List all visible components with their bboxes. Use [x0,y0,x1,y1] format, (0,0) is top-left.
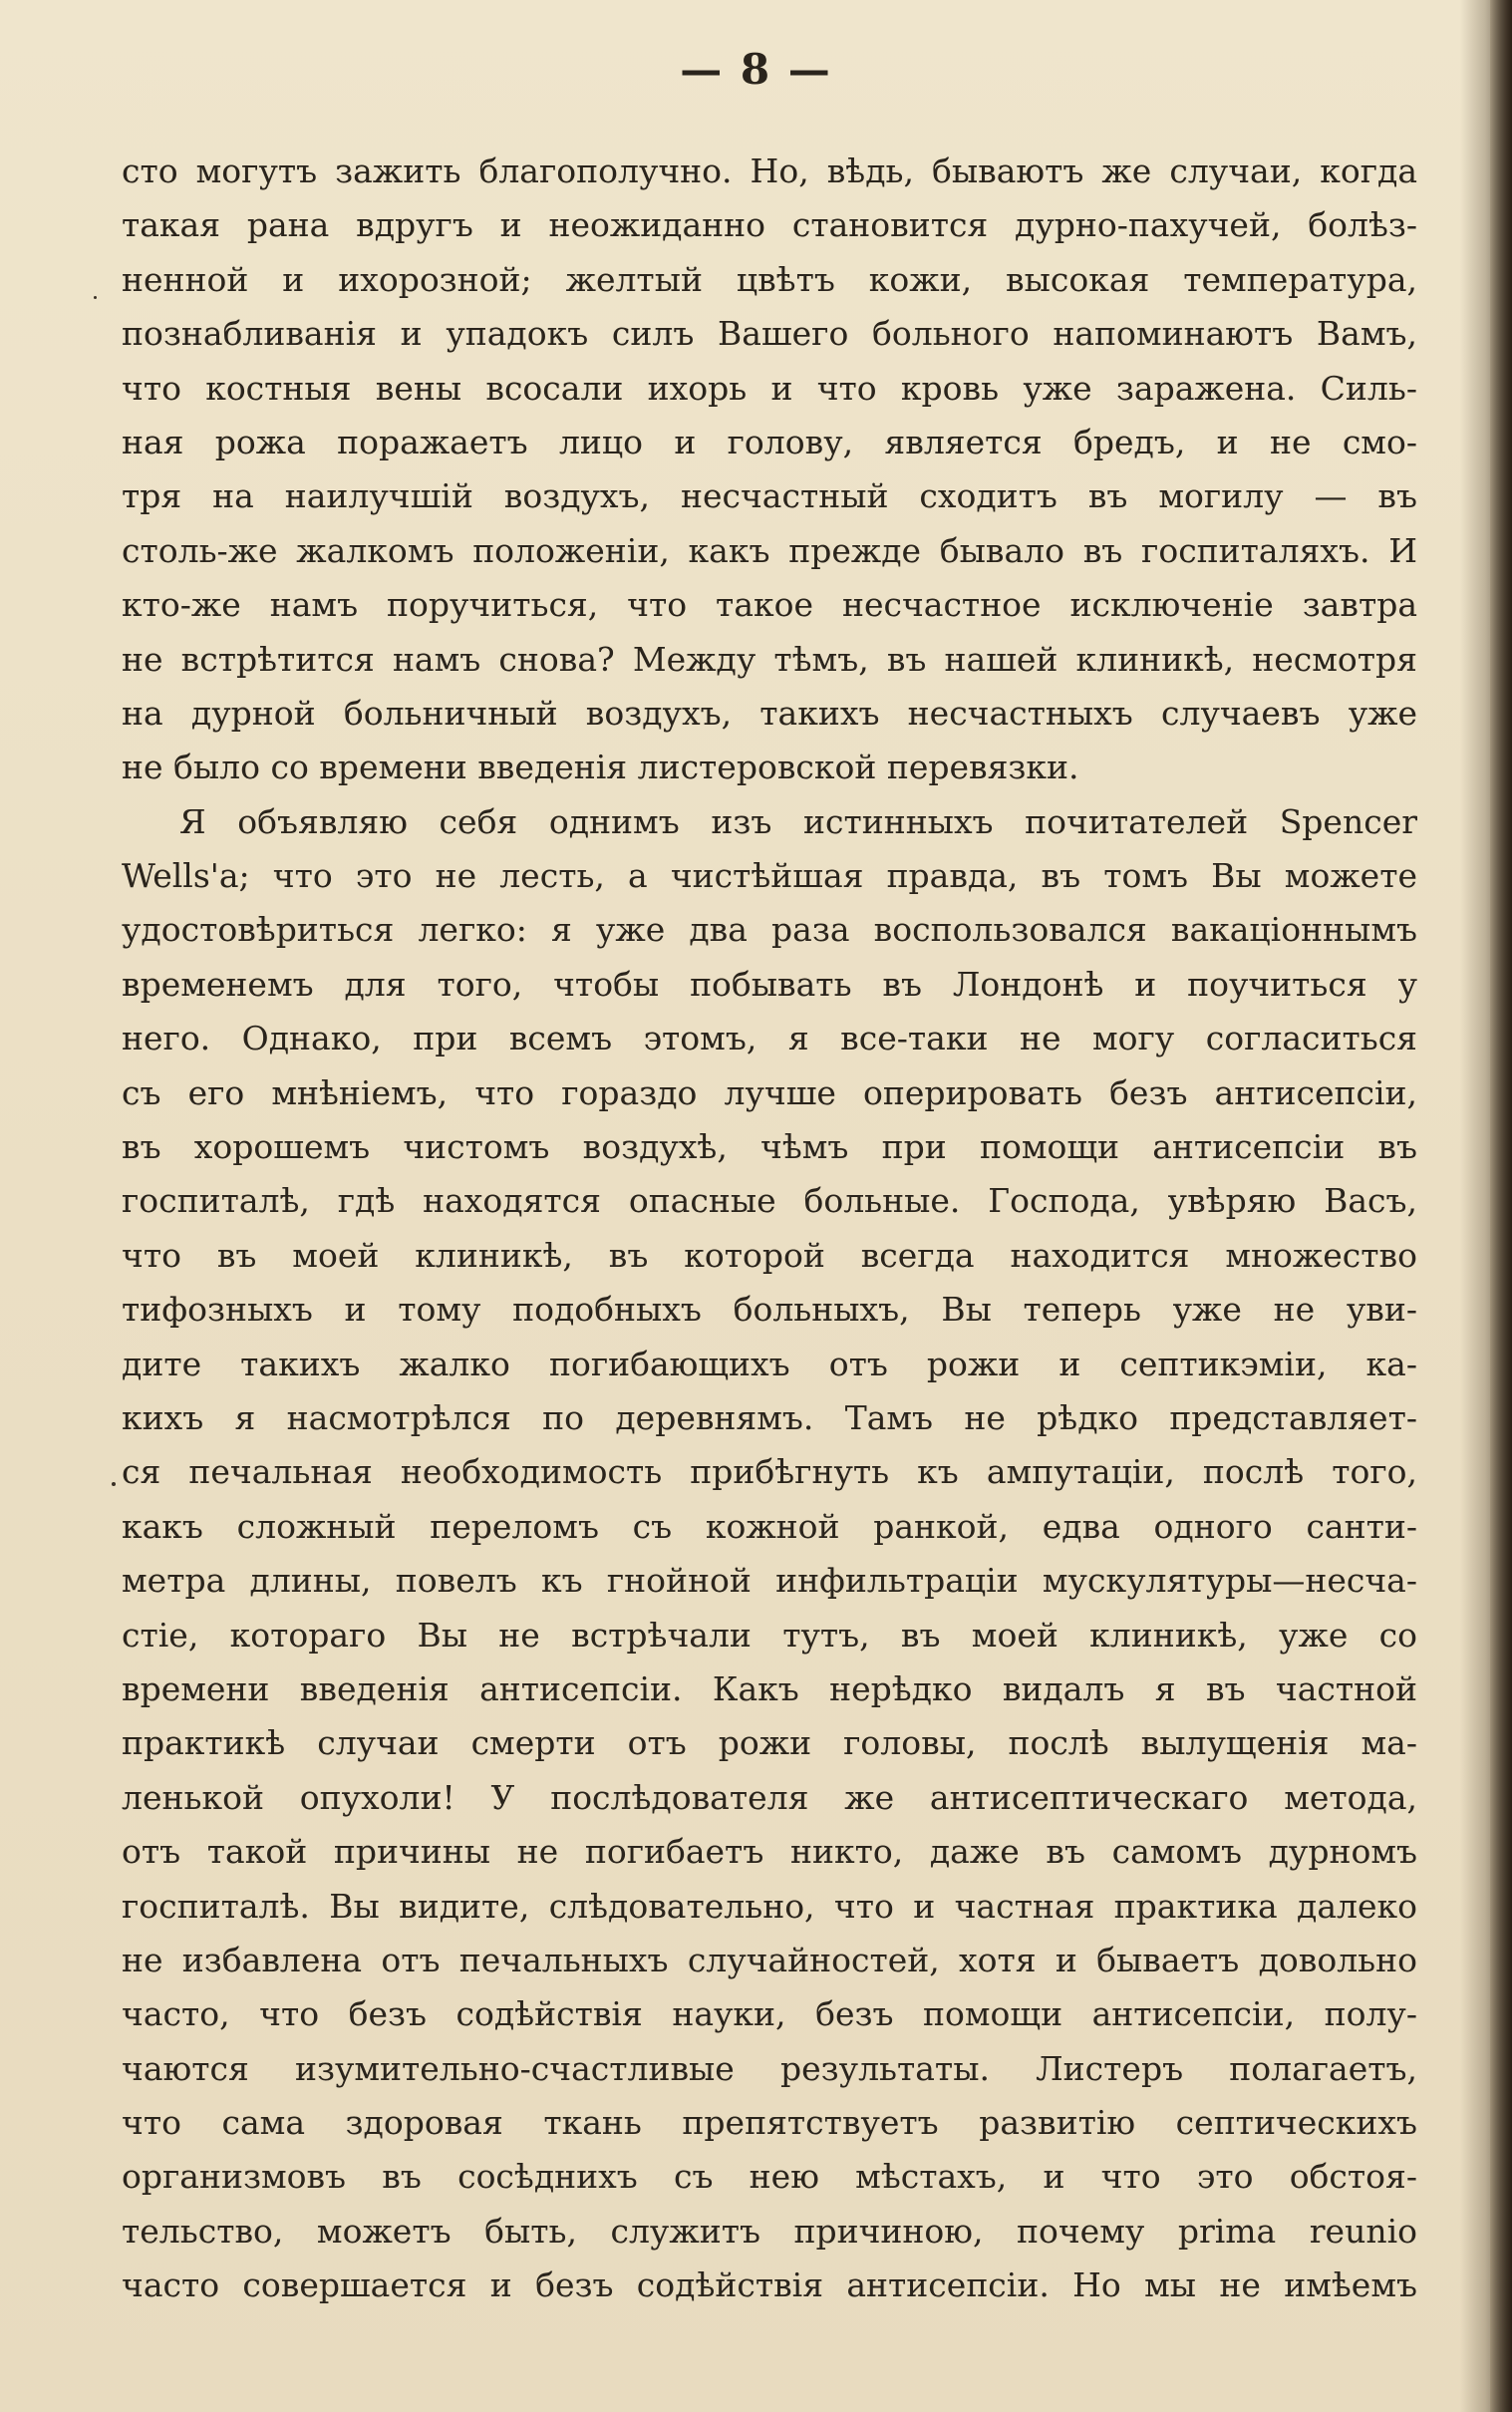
text-line: госпиталѣ, гдѣ находятся опасные больные. Господа, увѣряю Васъ, [122,1181,1417,1221]
text-line: что костныя вены всосали ихорь и что кровь уже заражена. Силь- [122,368,1417,408]
paragraph [122,145,1417,795]
text-line: не избавлена отъ печальныхъ случайностей, хотя и бываетъ довольно [122,1940,1417,1979]
text-line: стіе, котораго Вы не встрѣчали тутъ, въ моей клиникѣ, уже со [122,1615,1417,1655]
text-line: какъ сложный переломъ съ кожной ранкой, едва одного санти- [122,1506,1417,1546]
text-line: такая рана вдругъ и неожиданно становится дурно-пахучей, болѣз- [122,205,1417,245]
text-line: Я объявляю себя однимъ изъ истинныхъ почитателей Spencer [179,801,1417,841]
text-line: въ хорошемъ чистомъ воздухѣ, чѣмъ при помощи антисепсіи въ [122,1127,1417,1167]
text-line: отъ такой причины не погибаетъ никто, даже въ самомъ дурномъ [122,1832,1417,1872]
body-text [122,145,1417,2313]
ink-speck [112,1482,116,1486]
ink-speck [94,296,97,299]
text-line: него. Однако, при всемъ этомъ, я все-таки не могу согласиться [122,1019,1417,1058]
text-line: столь-же жалкомъ положеніи, какъ прежде бывало въ госпиталяхъ. И [122,530,1417,570]
text-line: чаются изумительно-счастливые результаты. Листеръ полагаетъ, [122,2048,1417,2088]
paragraph [122,795,1417,2313]
text-line: часто совершается и безъ содѣйствія антисепсіи. Но мы не имѣемъ [122,2265,1417,2305]
text-line: организмовъ въ сосѣднихъ съ нею мѣстахъ, и что это обстоя- [122,2157,1417,2197]
text-line: тельство, можетъ быть, служитъ причиною, почему prima reunio [122,2211,1417,2251]
text-line: не было со времени введенія листеровской перевязки. [122,748,1079,787]
page-number: — 8 — [680,45,832,94]
text-line: кихъ я насмотрѣлся по деревнямъ. Тамъ не рѣдко представляет- [122,1397,1417,1437]
text-line: ленькой опухоли! У послѣдователя же антисептическаго метода, [122,1777,1417,1817]
text-line: Wells'a; что это не лесть, а чистѣйшая правда, въ томъ Вы можете [122,856,1417,896]
page-edge-shadow [1490,0,1512,2412]
text-line: познабливанія и упадокъ силъ Вашего больного напоминаютъ Вамъ, [122,314,1417,354]
text-line: госпиталѣ. Вы видите, слѣдовательно, что и частная практика далеко [122,1886,1417,1926]
text-line: сто могутъ зажить благополучно. Но, вѣдь, бываютъ же случаи, когда [122,151,1417,190]
text-line: кто-же намъ поручиться, что такое несчастное исключеніе завтра [122,585,1417,625]
text-line: ненной и ихорозной; желтый цвѣтъ кожи, высокая температура, [122,259,1417,299]
text-line: ся печальная необходимость прибѣгнуть къ ампутаціи, послѣ того, [122,1452,1417,1492]
text-line: тифозныхъ и тому подобныхъ больныхъ, Вы теперь уже не уви- [122,1290,1417,1330]
text-line: времени введенія антисепсіи. Какъ нерѣдко видалъ я въ частной [122,1668,1417,1708]
text-line: метра длины, повелъ къ гнойной инфильтраціи мускулятуры—несча- [122,1561,1417,1601]
text-line: временемъ для того, чтобы побывать въ Лондонѣ и поучиться у [122,964,1417,1004]
text-line: что въ моей клиникѣ, въ которой всегда находится множество [122,1235,1417,1275]
text-line: ная рожа поражаетъ лицо и голову, является бредъ, и не смо- [122,422,1417,461]
text-line: тря на наилучшій воздухъ, несчастный сходитъ въ могилу — въ [122,476,1417,516]
text-line: часто, что безъ содѣйствія науки, безъ помощи антисепсіи, полу- [122,1994,1417,2034]
text-line: что сама здоровая ткань препятствуетъ развитію септическихъ [122,2103,1417,2143]
text-line: съ его мнѣніемъ, что гораздо лучше оперировать безъ антисепсіи, [122,1072,1417,1112]
text-line: практикѣ случаи смерти отъ рожи головы, послѣ вылущенія ма- [122,1723,1417,1763]
text-line: дите такихъ жалко погибающихъ отъ рожи и септикэміи, ка- [122,1344,1417,1383]
text-line: удостовѣриться легко: я уже два раза воспользовался вакаціоннымъ [122,910,1417,950]
text-line: не встрѣтится намъ снова? Между тѣмъ, въ нашей клиникѣ, несмотря [122,639,1417,679]
text-line: на дурной больничный воздухъ, такихъ несчастныхъ случаевъ уже [122,693,1417,733]
